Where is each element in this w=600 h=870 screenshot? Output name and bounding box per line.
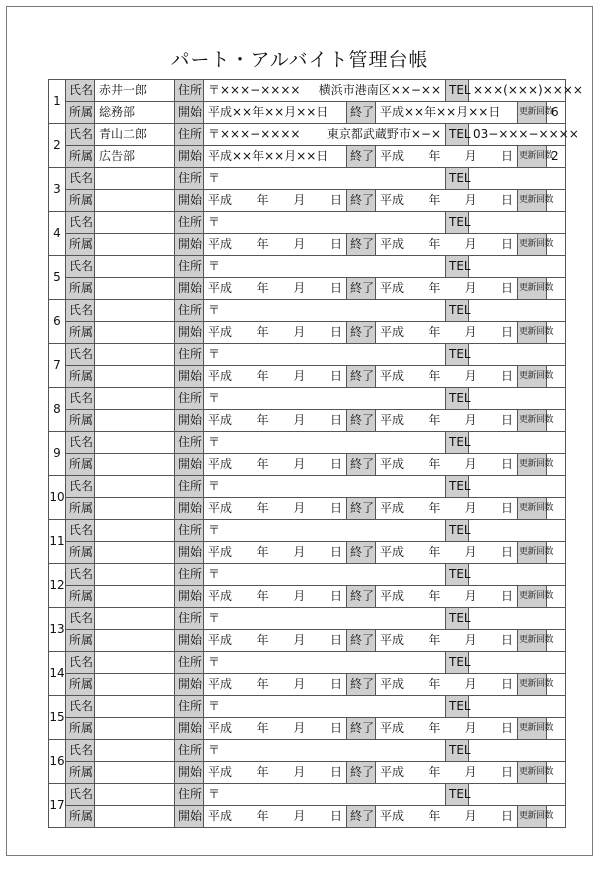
end-label: 終了 bbox=[347, 806, 376, 828]
renewal-label: 更新回数 bbox=[518, 454, 547, 476]
ledger-row-top bbox=[49, 300, 566, 322]
ledger-row-bottom bbox=[49, 190, 566, 212]
ledger-row-top bbox=[49, 740, 566, 762]
name-label: 氏名 bbox=[66, 740, 95, 762]
start-label: 開始 bbox=[175, 586, 204, 608]
start-date-field[interactable]: 平成 年 月 日 bbox=[204, 542, 347, 564]
renewal-label: 更新回数 bbox=[518, 674, 547, 696]
renewal-label: 更新回数 bbox=[518, 806, 547, 828]
ledger-row-bottom bbox=[49, 586, 566, 608]
end-date-field[interactable]: 平成 年 月 日 bbox=[376, 630, 518, 652]
dept-field[interactable] bbox=[95, 278, 175, 300]
tel-field[interactable] bbox=[469, 344, 566, 366]
renewal-label: 更新回数 bbox=[518, 190, 547, 212]
address-field[interactable] bbox=[204, 212, 446, 234]
address-label: 住所 bbox=[175, 740, 204, 762]
address-label: 住所 bbox=[175, 388, 204, 410]
tel-label: TEL bbox=[446, 784, 469, 806]
row-number: 1 bbox=[49, 80, 66, 124]
end-date-field[interactable]: 平成 年 月 日 bbox=[376, 190, 518, 212]
end-label: 終了 bbox=[347, 586, 376, 608]
start-date-field[interactable]: 平成 年 月 日 bbox=[204, 234, 347, 256]
tel-label: TEL bbox=[446, 168, 469, 190]
name-label: 氏名 bbox=[66, 696, 95, 718]
dept-label: 所属 bbox=[66, 806, 95, 828]
postal-mark: 〒 bbox=[208, 435, 221, 449]
tel-field[interactable] bbox=[469, 740, 566, 762]
end-label: 終了 bbox=[347, 498, 376, 520]
renewal-label: 更新回数 bbox=[518, 542, 547, 564]
ledger-row-bottom bbox=[49, 410, 566, 432]
tel-label: TEL bbox=[446, 520, 469, 542]
name-field[interactable] bbox=[95, 784, 175, 806]
name-label: 氏名 bbox=[66, 476, 95, 498]
address-label: 住所 bbox=[175, 564, 204, 586]
start-label: 開始 bbox=[175, 718, 204, 740]
tel-field[interactable] bbox=[469, 212, 566, 234]
row-number: 6 bbox=[49, 300, 66, 344]
ledger-row-bottom bbox=[49, 322, 566, 344]
address-label: 住所 bbox=[175, 696, 204, 718]
tel-label: TEL bbox=[446, 388, 469, 410]
address-field[interactable] bbox=[204, 696, 446, 718]
postal-mark: 〒 bbox=[208, 303, 221, 317]
address-label: 住所 bbox=[175, 80, 204, 102]
tel-label: TEL bbox=[446, 212, 469, 234]
row-number: 15 bbox=[49, 696, 66, 740]
start-label: 開始 bbox=[175, 102, 204, 124]
postal-code: 〒×××−×××× bbox=[208, 83, 301, 97]
ledger-row-bottom bbox=[49, 278, 566, 300]
tel-field[interactable] bbox=[469, 564, 566, 586]
name-label: 氏名 bbox=[66, 388, 95, 410]
ledger-row-top bbox=[49, 476, 566, 498]
tel-label: TEL bbox=[446, 300, 469, 322]
end-date-field[interactable]: 平成 年 月 日 bbox=[376, 146, 518, 168]
name-label: 氏名 bbox=[66, 300, 95, 322]
tel-field[interactable]: 03−×××−×××× bbox=[469, 124, 566, 146]
name-label: 氏名 bbox=[66, 212, 95, 234]
start-label: 開始 bbox=[175, 806, 204, 828]
dept-label: 所属 bbox=[66, 762, 95, 784]
dept-label: 所属 bbox=[66, 542, 95, 564]
end-label: 終了 bbox=[347, 366, 376, 388]
dept-field[interactable] bbox=[95, 410, 175, 432]
row-number: 9 bbox=[49, 432, 66, 476]
dept-field[interactable] bbox=[95, 718, 175, 740]
dept-field[interactable]: 広告部 bbox=[95, 146, 175, 168]
postal-mark: 〒 bbox=[208, 391, 221, 405]
start-date-field[interactable]: 平成 年 月 日 bbox=[204, 366, 347, 388]
name-field[interactable] bbox=[95, 168, 175, 190]
ledger-row-bottom bbox=[49, 366, 566, 388]
address-field[interactable] bbox=[204, 256, 446, 278]
end-label: 終了 bbox=[347, 718, 376, 740]
ledger-row-bottom bbox=[49, 146, 566, 168]
ledger-page bbox=[6, 6, 593, 856]
start-label: 開始 bbox=[175, 322, 204, 344]
name-label: 氏名 bbox=[66, 652, 95, 674]
tel-label: TEL bbox=[446, 124, 469, 146]
address-field[interactable] bbox=[204, 740, 446, 762]
postal-code: 〒×××−×××× bbox=[208, 127, 301, 141]
tel-field[interactable] bbox=[469, 300, 566, 322]
ledger-row-bottom bbox=[49, 102, 566, 124]
start-label: 開始 bbox=[175, 410, 204, 432]
ledger-row-top bbox=[49, 564, 566, 586]
ledger-row-top bbox=[49, 608, 566, 630]
row-number: 5 bbox=[49, 256, 66, 300]
name-field[interactable]: 赤井一郎 bbox=[95, 80, 175, 102]
tel-field[interactable] bbox=[469, 520, 566, 542]
dept-label: 所属 bbox=[66, 674, 95, 696]
start-date-value: 平成××年××月××日 bbox=[208, 105, 329, 119]
ledger-row-top bbox=[49, 388, 566, 410]
ledger-row-bottom bbox=[49, 454, 566, 476]
address-field[interactable] bbox=[204, 388, 446, 410]
ledger-row-top bbox=[49, 212, 566, 234]
end-date-field[interactable] bbox=[376, 102, 518, 124]
end-date-field[interactable]: 平成 年 月 日 bbox=[376, 586, 518, 608]
dept-field[interactable]: 総務部 bbox=[95, 102, 175, 124]
start-date-field[interactable]: 平成 年 月 日 bbox=[204, 806, 347, 828]
name-label: 氏名 bbox=[66, 784, 95, 806]
name-field[interactable] bbox=[95, 476, 175, 498]
name-label: 氏名 bbox=[66, 608, 95, 630]
address-label: 住所 bbox=[175, 300, 204, 322]
renewal-label: 更新回数 bbox=[518, 234, 547, 256]
end-date-field[interactable]: 平成 年 月 日 bbox=[376, 234, 518, 256]
tel-label: TEL bbox=[446, 344, 469, 366]
ledger-row-top bbox=[49, 784, 566, 806]
start-date-field[interactable]: 平成 年 月 日 bbox=[204, 718, 347, 740]
postal-mark: 〒 bbox=[208, 479, 221, 493]
dept-field[interactable] bbox=[95, 190, 175, 212]
name-field[interactable] bbox=[95, 740, 175, 762]
tel-field[interactable] bbox=[469, 388, 566, 410]
postal-mark: 〒 bbox=[208, 215, 221, 229]
name-field[interactable] bbox=[95, 652, 175, 674]
end-label: 終了 bbox=[347, 410, 376, 432]
renewal-label: 更新回数 bbox=[518, 278, 547, 300]
end-label: 終了 bbox=[347, 322, 376, 344]
name-field[interactable] bbox=[95, 696, 175, 718]
postal-mark: 〒 bbox=[208, 171, 221, 185]
ledger-row-bottom bbox=[49, 234, 566, 256]
name-field[interactable] bbox=[95, 608, 175, 630]
start-label: 開始 bbox=[175, 278, 204, 300]
name-label: 氏名 bbox=[66, 80, 95, 102]
postal-mark: 〒 bbox=[208, 655, 221, 669]
address-label: 住所 bbox=[175, 784, 204, 806]
renewal-label: 更新回数 bbox=[518, 630, 547, 652]
address-field[interactable] bbox=[204, 520, 446, 542]
renewal-label: 更新回数 bbox=[518, 366, 547, 388]
start-date-value: 平成××年××月××日 bbox=[208, 149, 329, 163]
dept-label: 所属 bbox=[66, 234, 95, 256]
end-date-value: 平成××年××月××日 bbox=[380, 105, 501, 119]
ledger-row-top bbox=[49, 520, 566, 542]
ledger-row-top bbox=[49, 168, 566, 190]
renewal-label: 更新回数 bbox=[518, 718, 547, 740]
name-field[interactable] bbox=[95, 520, 175, 542]
end-date-field[interactable]: 平成 年 月 日 bbox=[376, 674, 518, 696]
tel-field[interactable] bbox=[469, 696, 566, 718]
row-number: 7 bbox=[49, 344, 66, 388]
tel-label: TEL bbox=[446, 564, 469, 586]
start-label: 開始 bbox=[175, 542, 204, 564]
address-field[interactable] bbox=[204, 300, 446, 322]
tel-label: TEL bbox=[446, 740, 469, 762]
row-number: 8 bbox=[49, 388, 66, 432]
name-label: 氏名 bbox=[66, 124, 95, 146]
start-date-field[interactable]: 平成 年 月 日 bbox=[204, 762, 347, 784]
ledger-row-bottom bbox=[49, 630, 566, 652]
dept-label: 所属 bbox=[66, 630, 95, 652]
tel-field[interactable] bbox=[469, 608, 566, 630]
ledger-row-top bbox=[49, 80, 566, 102]
row-number: 13 bbox=[49, 608, 66, 652]
postal-mark: 〒 bbox=[208, 523, 221, 537]
name-field[interactable]: 青山二郎 bbox=[95, 124, 175, 146]
start-label: 開始 bbox=[175, 366, 204, 388]
end-label: 終了 bbox=[347, 102, 376, 124]
row-number: 11 bbox=[49, 520, 66, 564]
address-text: 横浜市港南区××−×× bbox=[318, 83, 441, 97]
ledger-row-top bbox=[49, 256, 566, 278]
dept-label: 所属 bbox=[66, 718, 95, 740]
address-field[interactable] bbox=[204, 344, 446, 366]
address-field[interactable] bbox=[204, 432, 446, 454]
row-number: 10 bbox=[49, 476, 66, 520]
end-date-field[interactable]: 平成 年 月 日 bbox=[376, 498, 518, 520]
postal-mark: 〒 bbox=[208, 259, 221, 273]
name-field[interactable] bbox=[95, 300, 175, 322]
start-label: 開始 bbox=[175, 190, 204, 212]
row-number: 4 bbox=[49, 212, 66, 256]
ledger-row-top bbox=[49, 124, 566, 146]
renewal-label: 更新回数 bbox=[518, 146, 547, 168]
dept-label: 所属 bbox=[66, 586, 95, 608]
tel-label: TEL bbox=[446, 696, 469, 718]
postal-mark: 〒 bbox=[208, 347, 221, 361]
address-field[interactable] bbox=[204, 124, 446, 146]
end-date-field[interactable]: 平成 年 月 日 bbox=[376, 718, 518, 740]
name-field[interactable] bbox=[95, 388, 175, 410]
postal-mark: 〒 bbox=[208, 699, 221, 713]
renewal-label: 更新回数 bbox=[518, 102, 547, 124]
postal-mark: 〒 bbox=[208, 787, 221, 801]
dept-field[interactable] bbox=[95, 542, 175, 564]
renewal-label: 更新回数 bbox=[518, 586, 547, 608]
address-field[interactable] bbox=[204, 80, 446, 102]
name-label: 氏名 bbox=[66, 256, 95, 278]
renewal-label: 更新回数 bbox=[518, 410, 547, 432]
renewal-label: 更新回数 bbox=[518, 322, 547, 344]
end-date-field[interactable]: 平成 年 月 日 bbox=[376, 806, 518, 828]
name-field[interactable] bbox=[95, 212, 175, 234]
dept-field[interactable] bbox=[95, 454, 175, 476]
start-date-field[interactable]: 平成 年 月 日 bbox=[204, 674, 347, 696]
address-label: 住所 bbox=[175, 344, 204, 366]
end-date-field[interactable]: 平成 年 月 日 bbox=[376, 278, 518, 300]
ledger-row-top bbox=[49, 696, 566, 718]
start-label: 開始 bbox=[175, 146, 204, 168]
address-label: 住所 bbox=[175, 168, 204, 190]
employee-ledger-table bbox=[48, 79, 583, 828]
end-date-field[interactable]: 平成 年 月 日 bbox=[376, 762, 518, 784]
end-label: 終了 bbox=[347, 190, 376, 212]
end-label: 終了 bbox=[347, 454, 376, 476]
row-number: 16 bbox=[49, 740, 66, 784]
end-label: 終了 bbox=[347, 674, 376, 696]
address-field[interactable] bbox=[204, 168, 446, 190]
tel-field[interactable] bbox=[469, 432, 566, 454]
ledger-row-top bbox=[49, 652, 566, 674]
row-number: 14 bbox=[49, 652, 66, 696]
address-label: 住所 bbox=[175, 432, 204, 454]
start-date-field[interactable]: 平成 年 月 日 bbox=[204, 410, 347, 432]
start-date-field[interactable]: 平成 年 月 日 bbox=[204, 190, 347, 212]
name-field[interactable] bbox=[95, 344, 175, 366]
tel-label: TEL bbox=[446, 476, 469, 498]
address-field[interactable] bbox=[204, 476, 446, 498]
dept-label: 所属 bbox=[66, 322, 95, 344]
row-number: 2 bbox=[49, 124, 66, 168]
address-field[interactable] bbox=[204, 608, 446, 630]
dept-field[interactable] bbox=[95, 630, 175, 652]
address-label: 住所 bbox=[175, 476, 204, 498]
address-label: 住所 bbox=[175, 212, 204, 234]
renewal-label: 更新回数 bbox=[518, 762, 547, 784]
dept-label: 所属 bbox=[66, 366, 95, 388]
start-date-field[interactable]: 平成 年 月 日 bbox=[204, 498, 347, 520]
ledger-row-bottom bbox=[49, 542, 566, 564]
end-label: 終了 bbox=[347, 762, 376, 784]
tel-label: TEL bbox=[446, 432, 469, 454]
end-date-field[interactable]: 平成 年 月 日 bbox=[376, 542, 518, 564]
address-text: 東京都武蔵野市×−× bbox=[326, 127, 441, 141]
address-label: 住所 bbox=[175, 124, 204, 146]
tel-field[interactable] bbox=[469, 652, 566, 674]
start-date-field[interactable] bbox=[204, 146, 347, 168]
start-label: 開始 bbox=[175, 498, 204, 520]
postal-mark: 〒 bbox=[208, 743, 221, 757]
dept-field[interactable] bbox=[95, 322, 175, 344]
renewal-count-field[interactable]: 6 bbox=[547, 102, 566, 124]
row-number: 12 bbox=[49, 564, 66, 608]
address-field[interactable] bbox=[204, 564, 446, 586]
row-number: 17 bbox=[49, 784, 66, 828]
name-field[interactable] bbox=[95, 432, 175, 454]
tel-field[interactable] bbox=[469, 784, 566, 806]
address-label: 住所 bbox=[175, 520, 204, 542]
tel-field[interactable] bbox=[469, 476, 566, 498]
postal-mark: 〒 bbox=[208, 567, 221, 581]
tel-label: TEL bbox=[446, 652, 469, 674]
dept-label: 所属 bbox=[66, 146, 95, 168]
address-field[interactable] bbox=[204, 784, 446, 806]
dept-field[interactable] bbox=[95, 762, 175, 784]
ledger-row-bottom bbox=[49, 498, 566, 520]
end-date-field[interactable]: 平成 年 月 日 bbox=[376, 410, 518, 432]
renewal-count-field[interactable]: 2 bbox=[547, 146, 566, 168]
start-date-field[interactable]: 平成 年 月 日 bbox=[204, 278, 347, 300]
start-label: 開始 bbox=[175, 454, 204, 476]
start-date-field[interactable]: 平成 年 月 日 bbox=[204, 630, 347, 652]
dept-field[interactable] bbox=[95, 234, 175, 256]
ledger-row-top bbox=[49, 432, 566, 454]
name-label: 氏名 bbox=[66, 168, 95, 190]
dept-field[interactable] bbox=[95, 674, 175, 696]
end-date-field[interactable]: 平成 年 月 日 bbox=[376, 454, 518, 476]
end-label: 終了 bbox=[347, 146, 376, 168]
dept-field[interactable] bbox=[95, 366, 175, 388]
ledger-row-bottom bbox=[49, 718, 566, 740]
address-label: 住所 bbox=[175, 256, 204, 278]
end-label: 終了 bbox=[347, 278, 376, 300]
dept-label: 所属 bbox=[66, 278, 95, 300]
name-field[interactable] bbox=[95, 256, 175, 278]
ledger-row-bottom bbox=[49, 806, 566, 828]
end-date-field[interactable]: 平成 年 月 日 bbox=[376, 366, 518, 388]
name-label: 氏名 bbox=[66, 344, 95, 366]
start-date-field[interactable]: 平成 年 月 日 bbox=[204, 586, 347, 608]
dept-label: 所属 bbox=[66, 102, 95, 124]
start-date-field[interactable] bbox=[204, 102, 347, 124]
row-number: 3 bbox=[49, 168, 66, 212]
end-date-field[interactable]: 平成 年 月 日 bbox=[376, 322, 518, 344]
dept-field[interactable] bbox=[95, 586, 175, 608]
name-label: 氏名 bbox=[66, 432, 95, 454]
address-field[interactable] bbox=[204, 652, 446, 674]
ledger-row-bottom bbox=[49, 762, 566, 784]
start-date-field[interactable]: 平成 年 月 日 bbox=[204, 454, 347, 476]
tel-label: TEL bbox=[446, 256, 469, 278]
page-title: パート・アルバイト管理台帳 bbox=[170, 49, 429, 71]
renewal-label: 更新回数 bbox=[518, 498, 547, 520]
end-label: 終了 bbox=[347, 542, 376, 564]
name-field[interactable] bbox=[95, 564, 175, 586]
name-label: 氏名 bbox=[66, 520, 95, 542]
dept-label: 所属 bbox=[66, 190, 95, 212]
dept-label: 所属 bbox=[66, 498, 95, 520]
end-label: 終了 bbox=[347, 630, 376, 652]
postal-mark: 〒 bbox=[208, 611, 221, 625]
tel-field[interactable] bbox=[469, 168, 566, 190]
dept-label: 所属 bbox=[66, 454, 95, 476]
ledger-row-bottom bbox=[49, 674, 566, 696]
tel-label: TEL bbox=[446, 80, 469, 102]
tel-field[interactable] bbox=[469, 256, 566, 278]
start-label: 開始 bbox=[175, 234, 204, 256]
start-label: 開始 bbox=[175, 630, 204, 652]
ledger-row-top bbox=[49, 344, 566, 366]
start-date-field[interactable]: 平成 年 月 日 bbox=[204, 322, 347, 344]
address-label: 住所 bbox=[175, 652, 204, 674]
dept-field[interactable] bbox=[95, 498, 175, 520]
tel-label: TEL bbox=[446, 608, 469, 630]
dept-field[interactable] bbox=[95, 806, 175, 828]
start-label: 開始 bbox=[175, 762, 204, 784]
address-label: 住所 bbox=[175, 608, 204, 630]
dept-label: 所属 bbox=[66, 410, 95, 432]
end-label: 終了 bbox=[347, 234, 376, 256]
tel-field[interactable]: ×××(×××)×××× bbox=[469, 80, 566, 102]
start-label: 開始 bbox=[175, 674, 204, 696]
name-label: 氏名 bbox=[66, 564, 95, 586]
